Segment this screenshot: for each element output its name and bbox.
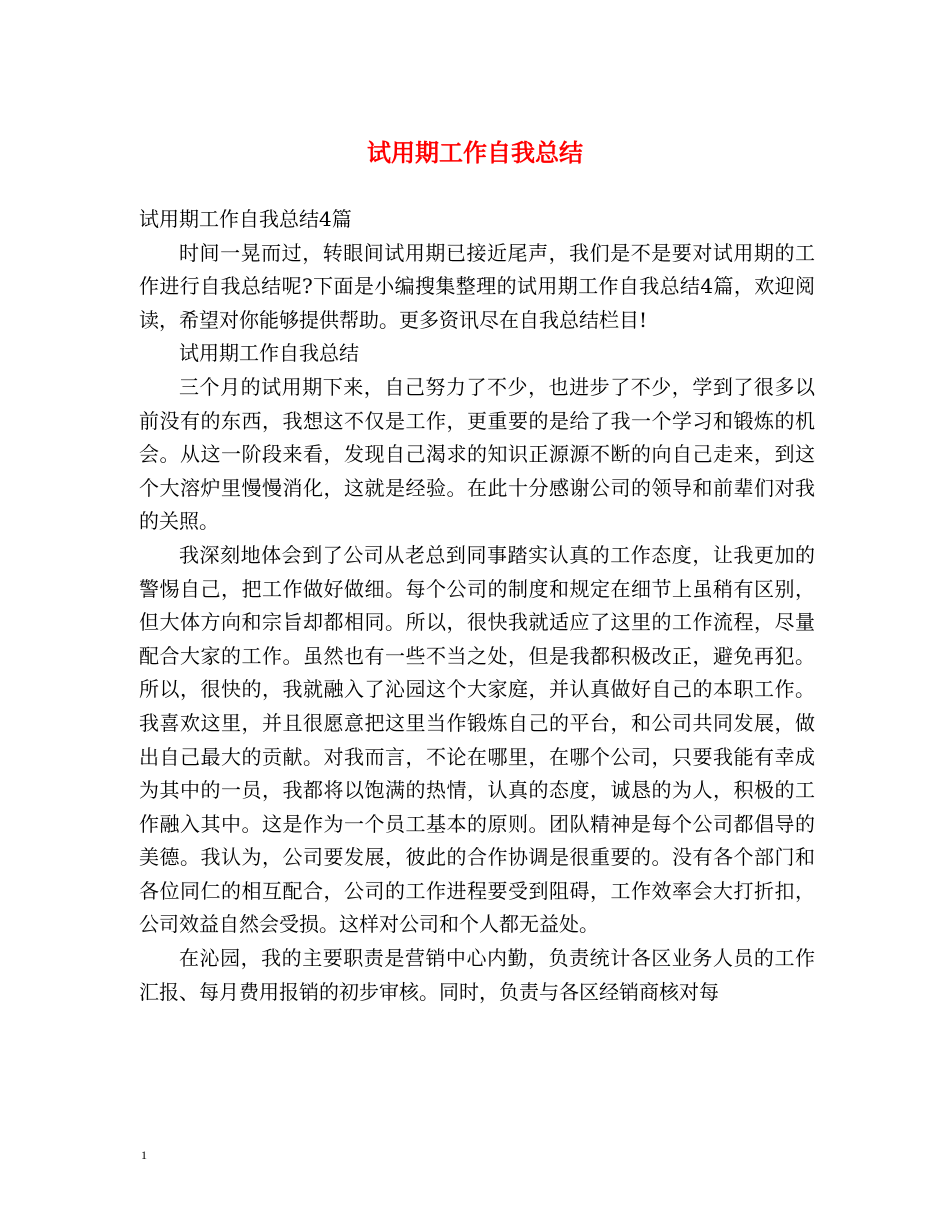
intro-paragraph: 时间一晃而过，转眼间试用期已接近尾声，我们是不是要对试用期的工作进行自我总结呢?下面是小编搜集整理的试用期工作自我总结4篇，欢迎阅读，希望对你能够提供帮助。更多资讯尽在自我总结栏目! <box>139 240 815 332</box>
page-number: 1 <box>141 1148 147 1162</box>
body-paragraph-1: 三个月的试用期下来，自己努力了不少，也进步了不少，学到了很多以前没有的东西，我想这不仅是工作，更重要的是给了我一个学习和锻炼的机会。从这一阶段来看，发现自己渴求的知识正源源不断的向自己走来，到这个大溶炉里慢慢消化，这就是经验。在此十分感谢公司的领导和前辈们对我的关照。 <box>139 374 815 534</box>
document-title: 试用期工作自我总结 <box>367 138 583 167</box>
body-paragraph-3: 在沁园，我的主要职责是营销中心内勤，负责统计各区业务人员的工作汇报、每月费用报销的初步审核。同时，负责与各区经销商核对每 <box>139 946 815 1004</box>
section-heading: 试用期工作自我总结 <box>179 341 359 366</box>
body-paragraph-2: 我深刻地体会到了公司从老总到同事踏实认真的工作态度，让我更加的警惕自己，把工作做好做细。每个公司的制度和规定在细节上虽稍有区别，但大体方向和宗旨却都相同。所以，很快我就适应了这里的工作流程，尽量配合大家的工作。虽然也有一些不当之处，但是我都积极改正，避免再犯。所以，很快的，我就融入了沁园这个大家庭，并认真做好自己的本职工作。我喜欢这里，并且很愿意把这里当作锻炼自己的平台，和公司共同发展，做出自己最大的贡献。对我而言，不论在哪里，在哪个公司，只要我能有幸成为其中的一员，我都将以饱满的热情，认真的态度，诚恳的为人，积极的工作融入其中。这是作为一个员工基本的原则。团队精神是每个公司都倡导的美德。我认为，公司要发展，彼此的合作协调是很重要的。没有各个部门和各位同仁的相互配合，公司的工作进程要受到阻碍，工作效率会大打折扣，公司效益自然会受损。这样对公司和个人都无益处。 <box>139 542 815 937</box>
document-body <box>139 203 815 1009</box>
document-subtitle: 试用期工作自我总结4篇 <box>139 207 352 231</box>
